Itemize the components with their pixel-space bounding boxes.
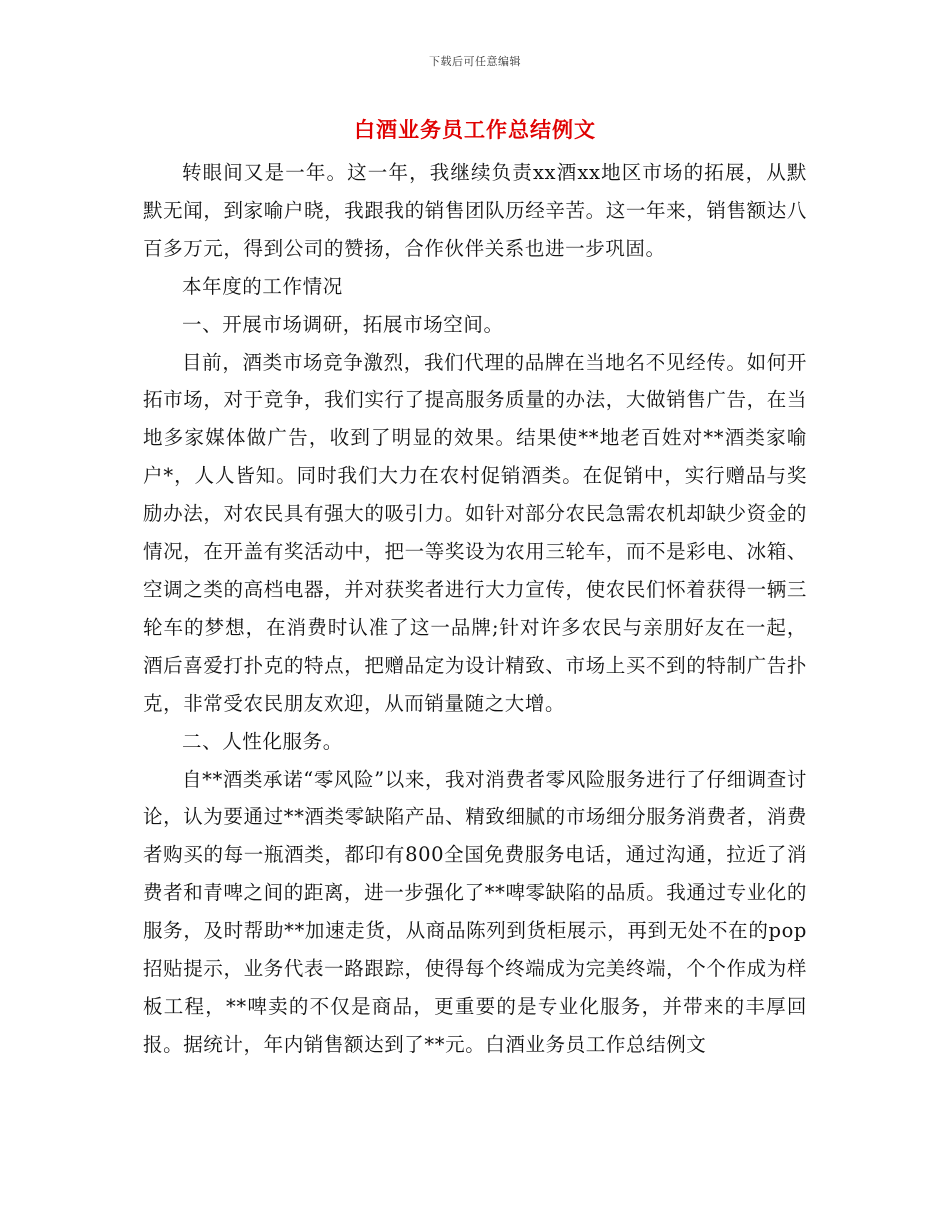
section-heading-market-research: 一、开展市场调研，拓展市场空间。 [182,312,504,336]
intro-paragraph: 转眼间又是一年。这一年，我继续负责xx酒xx地区市场的拓展，从默默无闻，到家喻户晓，我跟我的销售团队历经辛苦。这一年来，销售额达八百多万元，得到公司的赞扬，合作伙伴关系也进一步巩固。 [143,161,807,260]
document-title: 白酒业务员工作总结例文 [354,117,596,142]
section-heading-work-status: 本年度的工作情况 [182,274,343,298]
document-body [143,154,807,1064]
humanized-service-paragraph: 自**酒类承诺“零风险”以来，我对消费者零风险服务进行了仔细调查讨论，认为要通过**酒类零缺陷产品、精致细腻的市场细分服务消费者，消费者购买的每一瓶酒类，都印有800全国免费服务电话，通过沟通，拉近了消费者和青啤之间的距离，进一步强化了**啤零缺陷的品质。我通过专业化的服务，及时帮助**加速走货，从商品陈列到货柜展示，再到无处不在的pop招贴提示，业务代表一路跟踪，使得每个终端成为完美终端，个个作成为样板工程，**啤卖的不仅是商品，更重要的是专业化服务，并带来的丰厚回报。据统计，年内销售额达到了**元。白酒业务员工作总结例文 [143,767,807,1056]
market-research-paragraph: 目前，酒类市场竞争激烈，我们代理的品牌在当地名不见经传。如何开拓市场，对于竞争，我们实行了提高服务质量的办法，大做销售广告，在当地多家媒体做广告，收到了明显的效果。结果使**地老百姓对**酒类家喻户*，人人皆知。同时我们大力在农村促销酒类。在促销中，实行赠品与奖励办法，对农民具有强大的吸引力。如针对部分农民急需农机却缺少资金的情况，在开盖有奖活动中，把一等奖设为农用三轮车，而不是彩电、冰箱、空调之类的高档电器，并对获奖者进行大力宣传，使农民们怀着获得一辆三轮车的梦想，在消费时认准了这一品牌;针对许多农民与亲朋好友在一起，酒后喜爱打扑克的特点，把赠品定为设计精致、市场上买不到的特制广告扑克，非常受农民朋友欢迎，从而销量随之大增。 [143,350,807,715]
section-heading-humanized-service: 二、人性化服务。 [182,729,343,753]
header-note: 下载后可任意编辑 [429,55,521,68]
